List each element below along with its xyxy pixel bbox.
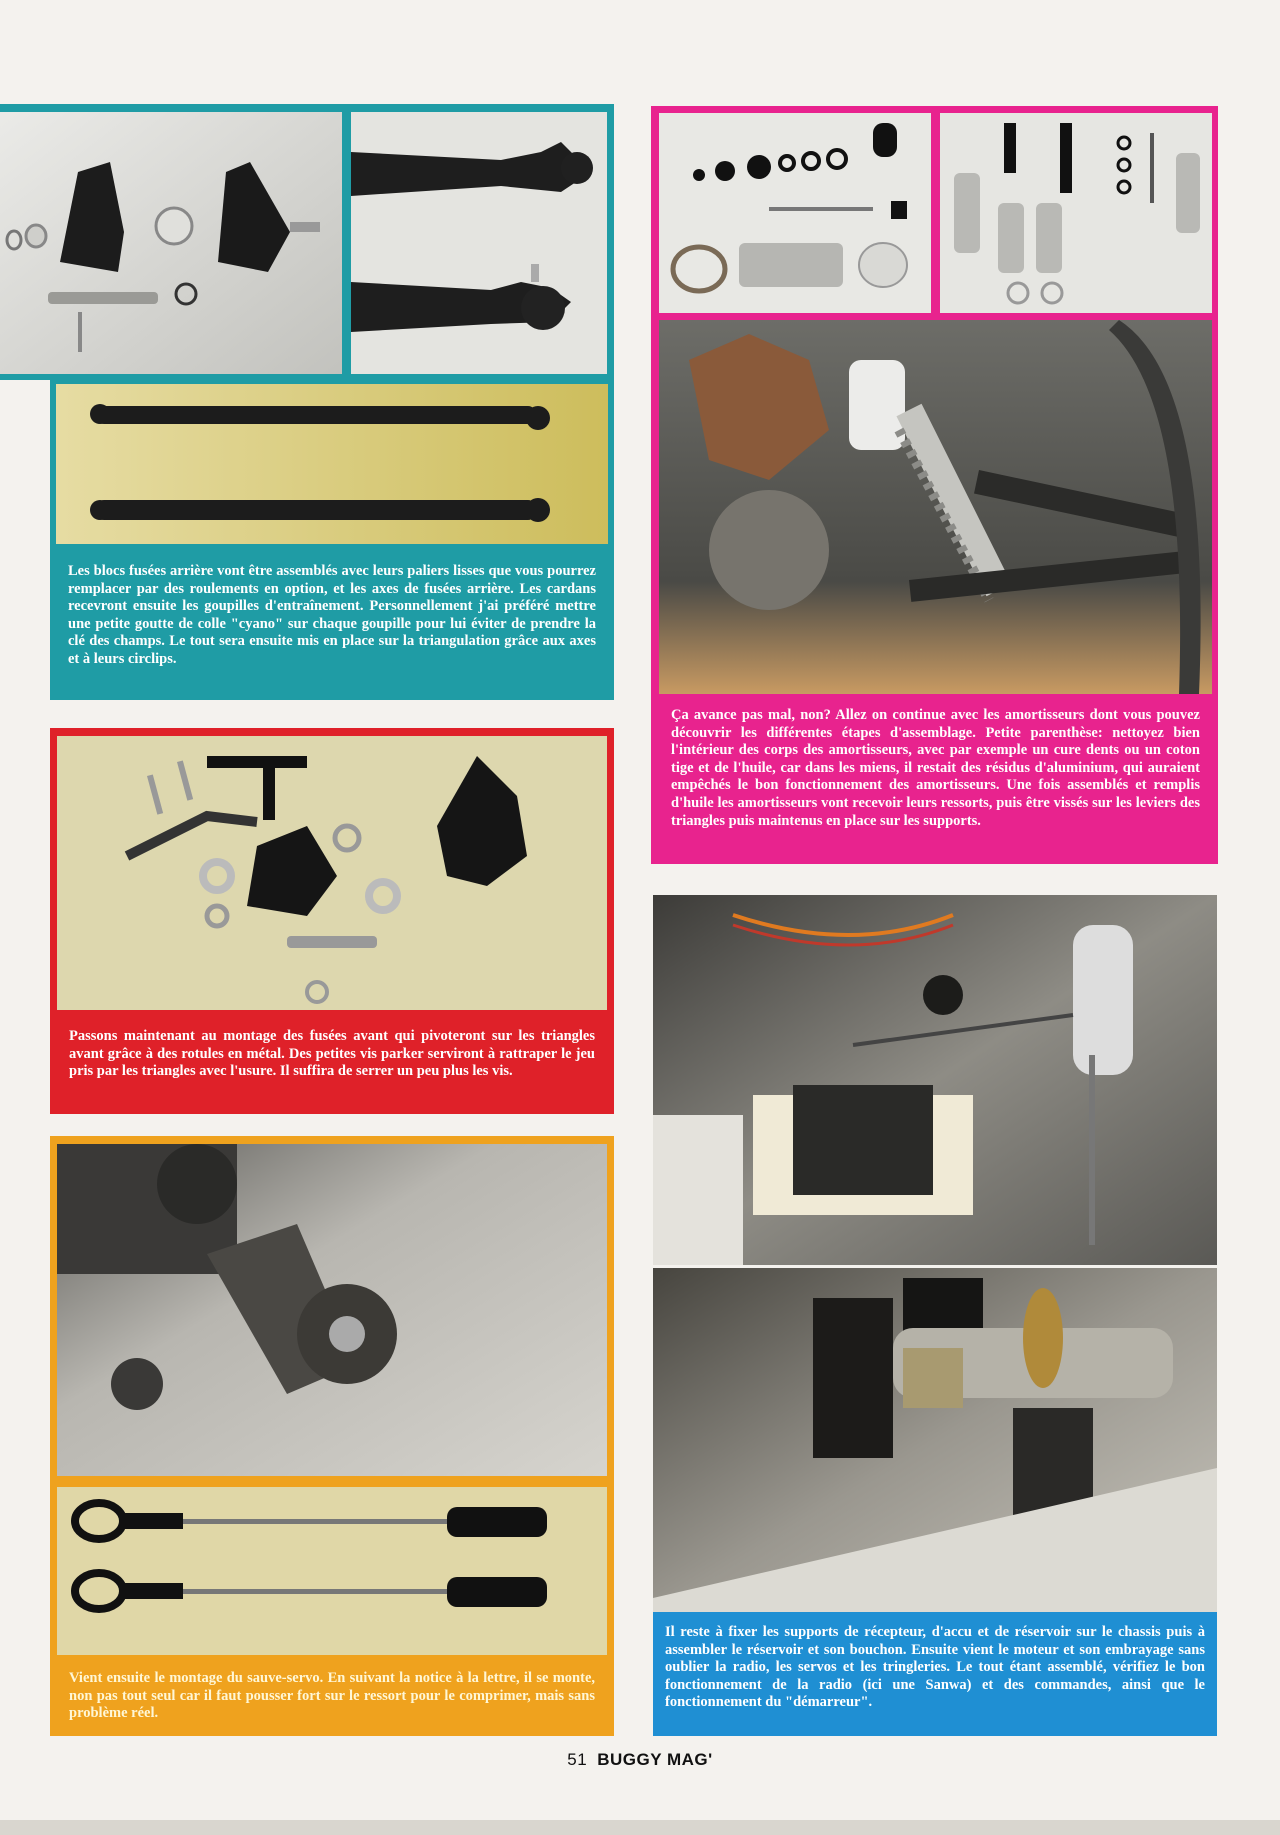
caption-front-hubs: Passons maintenant au montage des fusées avant qui pivoteront sur les triangles avant grâce à des rotules en métal. Des petites vis parker serviront à rattraper le jeu pris par les triangles avec l'usure. Il suffira de serrer un peu plus les vis. [69,1028,595,1080]
photo-servo-chassis [653,895,1217,1265]
photo-shock-assembly-steps [940,113,1212,313]
photo-long-drive-shafts [56,384,608,544]
photo-drive-shaft-ends [351,112,607,374]
caption-shocks: Ça avance pas mal, non? Allez on continue avec les amortisseurs dont vous pouvez découvrir les différentes étapes d'assemblage. Petite parenthèse: nettoyez bien l'intérieur des corps des amortisseurs, avec par exemple un cure dents ou un coton tige et de l'huile, car dans les miens, il restait des résidus d'aluminium, qui auraient empêchés le bon fonctionnement des amortisseurs. Une fois assemblés et remplis d'huile les amortisseurs vont recevoir leurs ressorts, puis être vissés sur les leviers des triangles puis maintenus en place sur les supports. [671,707,1200,829]
photo-servo-saver-mounted [57,1144,607,1476]
magazine-name: BUGGY MAG' [597,1750,713,1769]
photo-rear-hub-parts [0,112,342,374]
bottom-edge [0,1820,1280,1835]
photo-steering-links [57,1487,607,1655]
page-footer [0,1750,1280,1770]
page-number: 51 [567,1750,588,1769]
photo-shock-parts [659,113,931,313]
caption-rear-hubs: Les blocs fusées arrière vont être assemblés avec leurs paliers lisses que vous pourrez remplacer par des roulements en option, et les axes de fusées arrière. Les cardans recevront ensuite les goupilles d'entraînement. Personnellement j'ai préféré mettre une petite goutte de colle "cyano" sur chaque goupille pour lui éviter de prendre la clé des champs. Le tout sera ensuite mis en place sur la triangulation grâce aux axes et à leurs circlips. [68,563,596,667]
photo-motor-clutch [653,1268,1217,1612]
photo-shocks-mounted [659,320,1212,694]
caption-final: Il reste à fixer les supports de récepteur, d'accu et de réservoir sur le chassis puis à assembler le réservoir et son bouchon. Ensuite vient le moteur et son embrayage sans oublier la radio, les servos et les tringleries. Le tout étant assemblé, vérifiez le bon fonctionnement de la radio (ici une Sanwa) et des commandes, ainsi que le fonctionnement du "démarreur". [665,1624,1205,1711]
caption-servo-saver: Vient ensuite le montage du sauve-servo. En suivant la notice à la lettre, il se monte, non pas tout seul car il faut pousser fort sur le ressort pour le comprimer, mais sans problème réel. [69,1670,595,1722]
photo-front-hub-parts [57,736,607,1010]
